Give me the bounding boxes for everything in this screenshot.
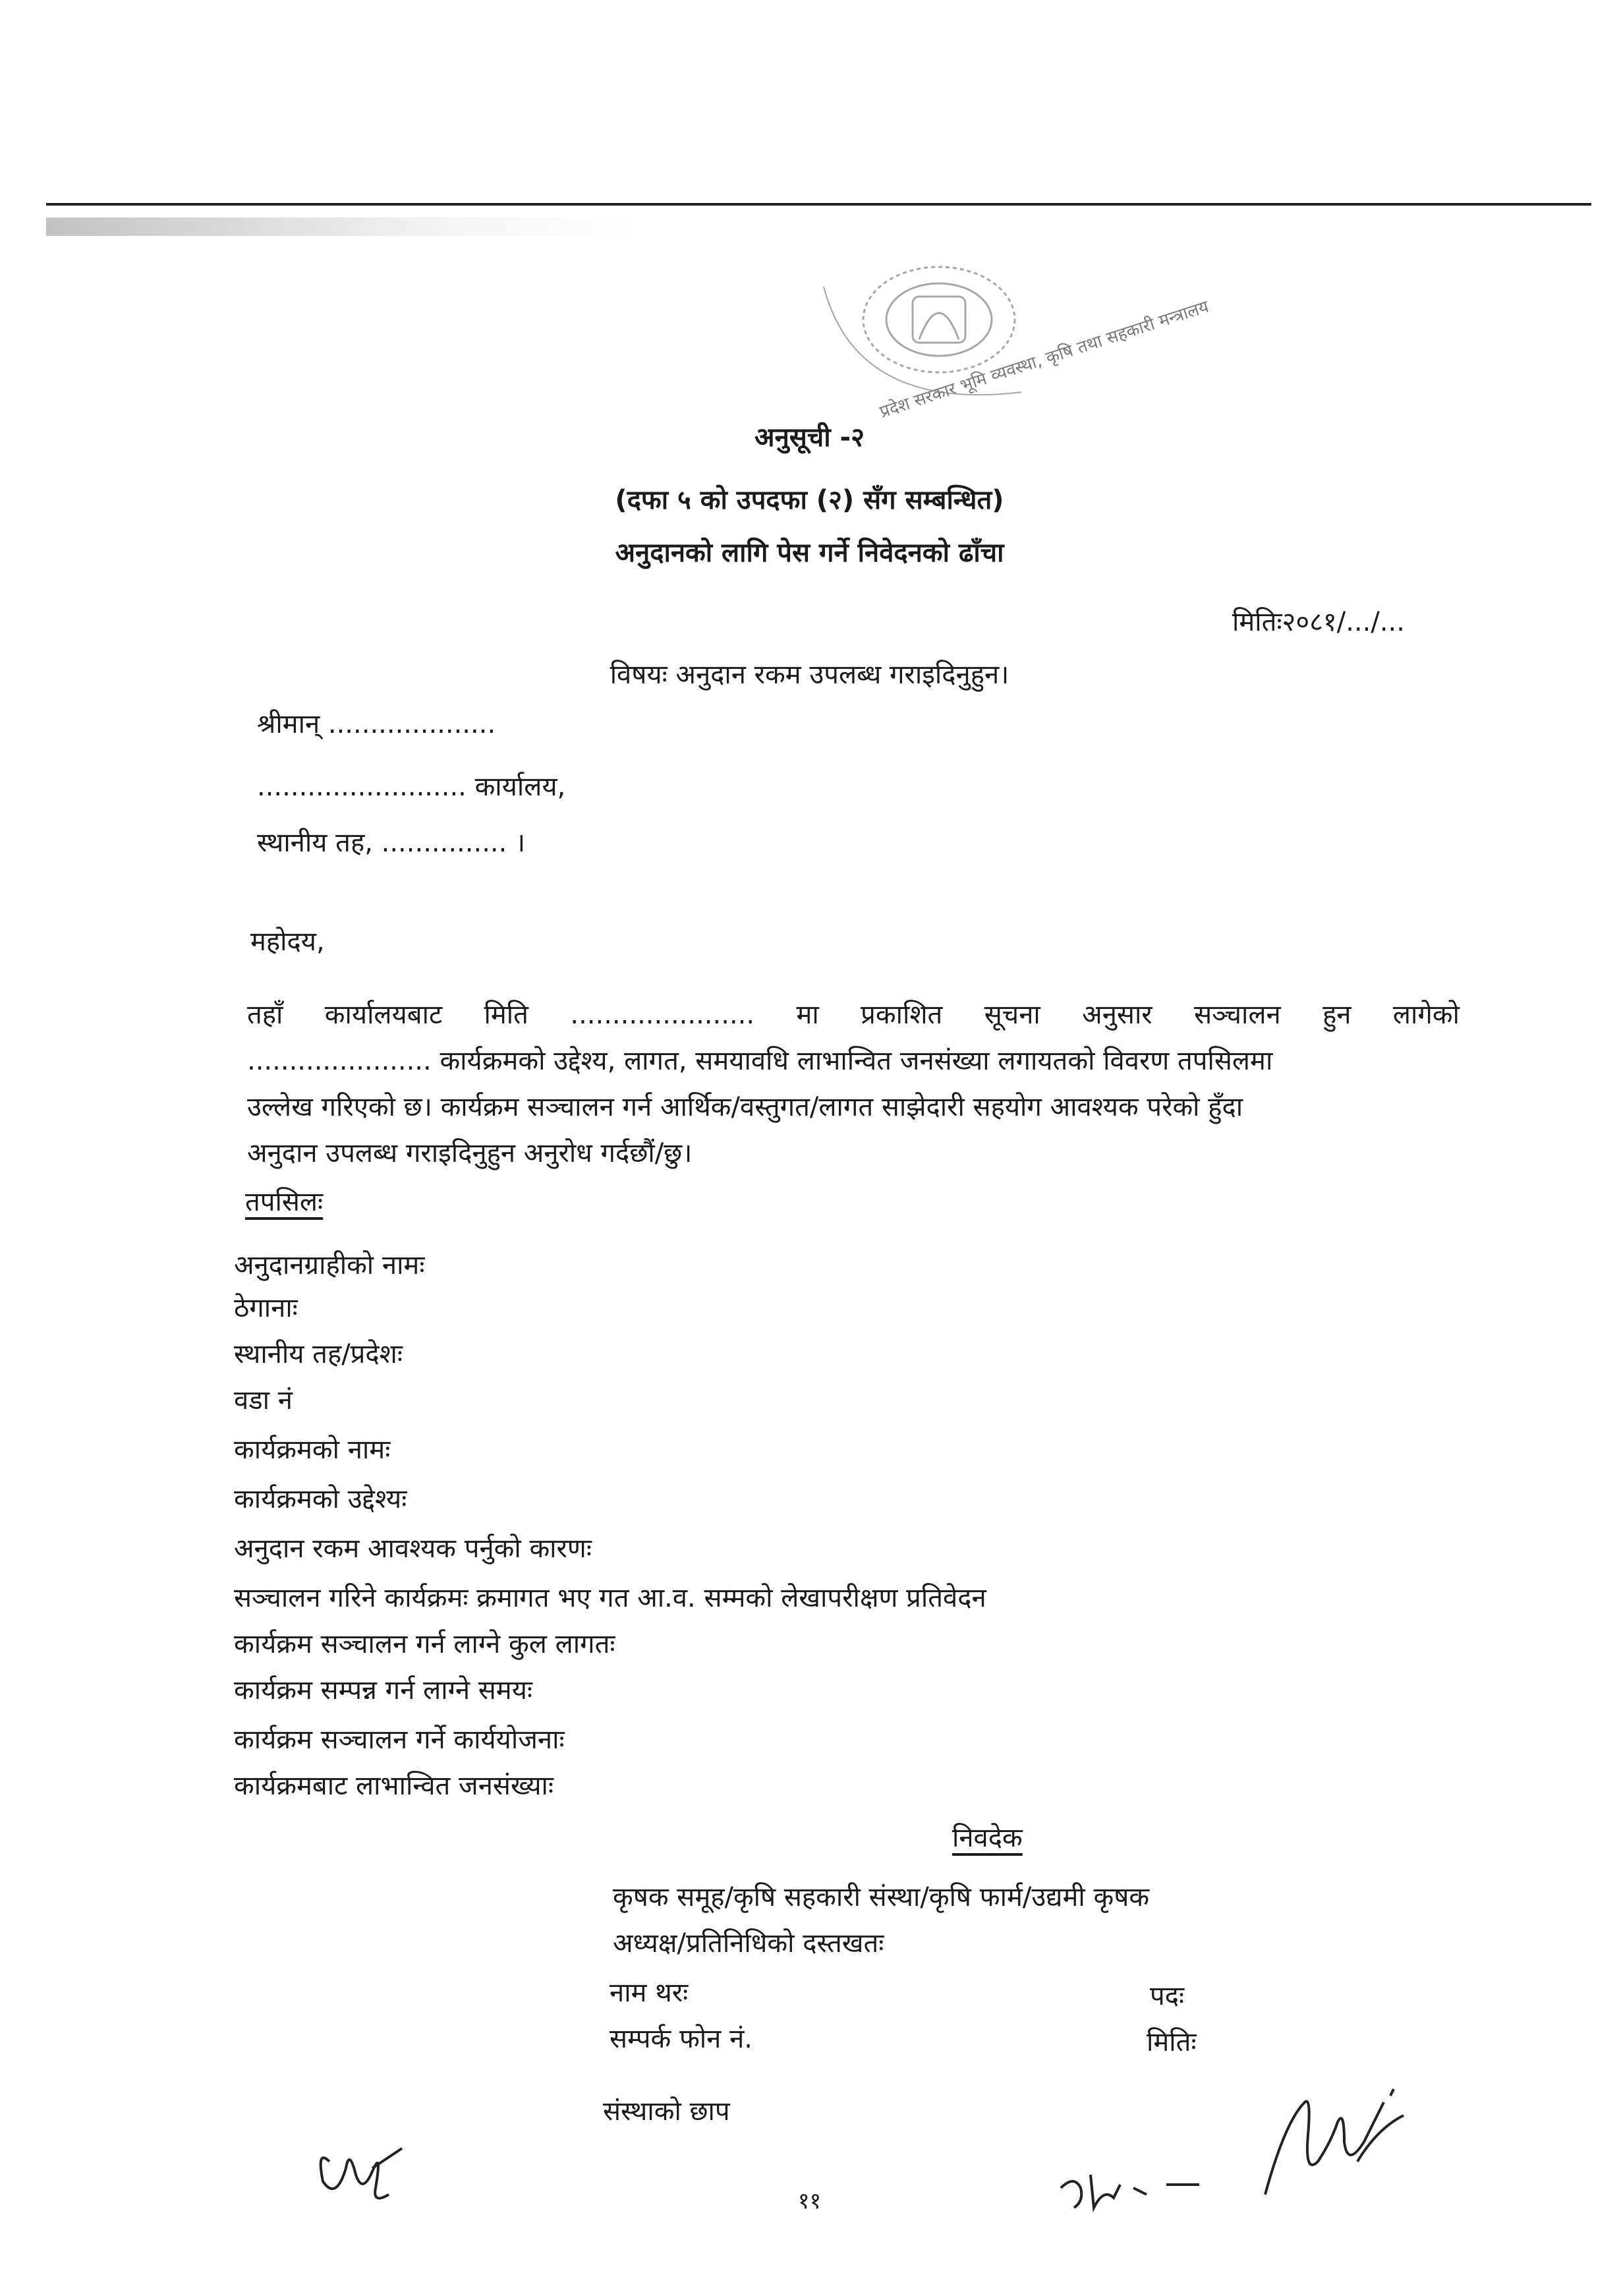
post-label: पदः (1150, 1981, 1185, 2011)
word: सञ्चालन (1194, 1000, 1281, 1030)
word: ...................... (570, 1000, 755, 1030)
word: लागेको (1392, 1000, 1460, 1030)
word: मा (796, 1000, 819, 1030)
word: हुन (1322, 1000, 1351, 1030)
official-seal-stamp (797, 260, 1212, 438)
scan-shadow (46, 217, 639, 236)
word: तहाँ (247, 1000, 283, 1030)
detail-item: कार्यक्रम सञ्चालन गर्न लाग्ने कुल लागतः (234, 1629, 615, 1659)
paragraph-line-1 (247, 992, 1460, 1038)
applicant-date-label: मितिः (1147, 2027, 1197, 2057)
detail-item: अनुदान रकम आवश्यक पर्नुको कारणः (234, 1534, 592, 1564)
detail-item: कार्यक्रमको नामः (234, 1435, 391, 1465)
applicant-org-types: कृषक समूह/कृषि सहकारी संस्था/कृषि फार्म/उद्यमी कृषक (613, 1882, 1150, 1912)
name-label: नाम थरः (610, 1978, 689, 2008)
paragraph-line-4: अनुदान उपलब्ध गराइदिनुहुन अनुरोध गर्दछौं/छु। (247, 1138, 693, 1168)
paragraph-line-2: ...................... कार्यक्रमको उद्देश्य, लागत, समयावधि लाभान्वित जनसंख्या लगायतको विवरण तपसिलमा (247, 1046, 1273, 1076)
word: सूचना (984, 1000, 1040, 1030)
salutation: महोदय, (250, 927, 325, 957)
detail-item: स्थानीय तह/प्रदेशः (234, 1339, 403, 1369)
details-heading: तपसिलः (245, 1187, 324, 1217)
seal-text: प्रदेश सरकार भूमि व्यवस्था, कृषि तथा सहकारी मन्त्रालय (877, 297, 1212, 422)
detail-item: कार्यक्रम सम्पन्न गर्न लाग्ने समयः (234, 1675, 532, 1706)
applicant-heading: निवदेक (952, 1823, 1023, 1853)
request-paragraph (247, 992, 1460, 1176)
organization-seal-label: संस्थाको छाप (603, 2096, 730, 2127)
addressee-line-2: ......................... कार्यालय, (257, 772, 566, 802)
word: मिति (484, 1000, 528, 1030)
detail-item: ठेगानाः (234, 1293, 298, 1323)
word: अनुसार (1082, 1000, 1152, 1030)
detail-item: वडा नं (234, 1385, 293, 1416)
top-border-line (46, 203, 1591, 206)
detail-item: सञ्चालन गरिने कार्यक्रमः क्रमागत भए गत आ.व. सम्मको लेखापरीक्षण प्रतिवेदन (234, 1583, 986, 1613)
date-line: मितिः२०८१/.../... (1232, 607, 1405, 637)
detail-item: अनुदानग्राहीको नामः (234, 1250, 425, 1280)
detail-item: कार्यक्रमबाट लाभान्वित जनसंख्याः (234, 1771, 554, 1801)
phone-label: सम्पर्क फोन नं. (610, 2024, 753, 2054)
subject-line: विषयः अनुदान रकम उपलब्ध गराइदिनुहुन। (610, 660, 1009, 690)
word: कार्यालयबाट (324, 1000, 443, 1030)
word: प्रकाशित (861, 1000, 943, 1030)
paragraph-line-3: उल्लेख गरिएको छ। कार्यक्रम सञ्चालन गर्न आर्थिक/वस्तुगत/लागत साझेदारी सहयोग आवश्यक परेको हुँदा (247, 1092, 1243, 1122)
schedule-heading: अनुसूची -२ (754, 422, 865, 453)
detail-item: कार्यक्रमको उद्देश्यः (234, 1484, 407, 1514)
detail-item: कार्यक्रम सञ्चालन गर्ने कार्ययोजनाः (234, 1725, 565, 1755)
reference-heading: (दफा ५ को उपदफा (२) सँग सम्बन्धित) (615, 485, 1004, 515)
signature-label: अध्यक्ष/प्रतिनिधिको दस्तखतः (613, 1928, 884, 1959)
page-number: ११ (797, 2188, 822, 2214)
form-title: अनुदानको लागि पेस गर्ने निवेदनको ढाँचा (615, 538, 1004, 568)
addressee-line-1: श्रीमान् .................... (257, 709, 496, 739)
addressee-line-3: स्थानीय तह, ............... । (257, 828, 526, 858)
